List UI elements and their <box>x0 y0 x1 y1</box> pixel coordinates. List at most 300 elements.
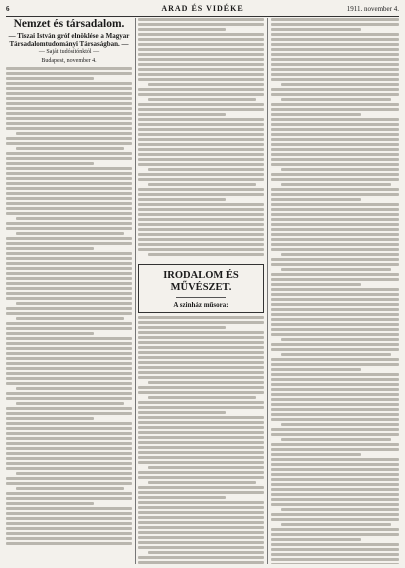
text-line <box>271 178 399 181</box>
text-line <box>138 541 264 544</box>
text-line <box>138 78 264 81</box>
text-line <box>138 48 264 51</box>
text-line <box>271 218 399 221</box>
text-line <box>271 373 399 376</box>
text-line <box>6 212 132 215</box>
text-line <box>6 452 132 455</box>
text-line <box>271 343 399 346</box>
text-line <box>138 326 226 329</box>
column-rule <box>135 18 136 564</box>
text-line <box>138 238 264 241</box>
text-line <box>138 133 264 136</box>
text-line <box>138 43 264 46</box>
text-line <box>138 451 264 454</box>
text-line <box>6 182 132 185</box>
text-line <box>6 517 132 520</box>
text-line <box>6 152 132 155</box>
text-line <box>6 277 132 280</box>
text-line <box>6 492 132 495</box>
text-line <box>271 78 399 81</box>
text-line <box>138 386 264 389</box>
text-line <box>271 233 399 236</box>
text-line <box>138 331 264 334</box>
text-line <box>138 351 264 354</box>
text-line <box>271 553 399 556</box>
text-line <box>138 93 264 96</box>
text-line <box>6 392 132 395</box>
text-line <box>16 217 132 220</box>
section-heading-box <box>138 264 264 313</box>
text-line <box>138 426 264 429</box>
text-line <box>138 18 264 21</box>
text-line <box>138 321 264 324</box>
column-1 <box>6 18 132 564</box>
text-line <box>271 128 399 131</box>
text-line <box>271 403 399 406</box>
text-line <box>6 507 132 510</box>
masthead: ARAD ÉS VIDÉKE <box>161 4 244 13</box>
text-line <box>138 521 264 524</box>
text-line <box>138 391 264 394</box>
column-rule <box>267 18 268 564</box>
text-line <box>6 352 132 355</box>
text-line <box>6 502 94 505</box>
text-line <box>6 442 132 445</box>
text-line <box>6 307 132 310</box>
text-line <box>271 143 399 146</box>
text-line <box>271 458 399 461</box>
text-line <box>138 103 264 106</box>
text-line <box>148 396 256 399</box>
text-line <box>6 382 132 385</box>
text-line <box>6 417 94 420</box>
text-line <box>138 228 264 231</box>
text-line <box>148 551 264 554</box>
text-line <box>6 367 132 370</box>
text-line <box>271 303 399 306</box>
text-line <box>271 483 399 486</box>
date-line: 1911. november 4. <box>346 5 399 13</box>
text-line <box>271 503 399 506</box>
text-line <box>138 248 264 251</box>
text-line <box>271 363 399 366</box>
text-line <box>138 556 264 559</box>
text-line <box>271 118 399 121</box>
text-line <box>6 407 132 410</box>
article-dateline: Budapest, november 4. <box>41 58 97 64</box>
text-line <box>6 497 132 500</box>
text-line <box>6 227 132 230</box>
text-line <box>138 406 264 409</box>
text-line <box>6 377 132 380</box>
text-line <box>271 208 399 211</box>
text-line <box>6 532 132 535</box>
text-line <box>271 408 399 411</box>
text-line <box>281 98 391 101</box>
text-line <box>16 302 132 305</box>
text-line <box>6 257 132 260</box>
text-line <box>271 63 399 66</box>
text-line <box>271 548 399 551</box>
text-line <box>148 183 256 186</box>
text-line <box>6 142 132 145</box>
text-line <box>271 108 399 111</box>
text-line <box>271 273 399 276</box>
text-line <box>271 428 399 431</box>
text-line <box>16 147 124 150</box>
text-line <box>138 516 264 519</box>
text-line <box>6 237 132 240</box>
text-line <box>271 23 399 26</box>
text-line <box>281 508 399 511</box>
text-line <box>271 238 399 241</box>
text-line <box>138 113 226 116</box>
text-line <box>6 467 132 470</box>
text-line <box>148 466 264 469</box>
text-line <box>271 123 399 126</box>
text-line <box>6 172 132 175</box>
text-line <box>138 376 264 379</box>
text-line <box>138 138 264 141</box>
page-header <box>6 4 399 17</box>
text-line <box>138 366 264 369</box>
text-line <box>138 501 264 504</box>
text-line <box>271 73 399 76</box>
text-line <box>6 537 132 540</box>
text-line <box>6 97 132 100</box>
text-line <box>16 387 132 390</box>
text-line <box>138 38 264 41</box>
text-line <box>6 292 132 295</box>
text-line <box>271 513 399 516</box>
text-line <box>6 527 132 530</box>
text-line <box>138 178 264 181</box>
text-line <box>271 248 399 251</box>
text-line <box>6 157 132 160</box>
text-line <box>138 88 264 91</box>
text-line <box>16 472 132 475</box>
text-line <box>6 477 132 480</box>
text-line <box>138 531 264 534</box>
body-text-lines <box>271 18 399 564</box>
text-line <box>6 427 132 430</box>
text-line <box>271 213 399 216</box>
text-line <box>148 481 256 484</box>
text-line <box>138 193 264 196</box>
text-line <box>148 98 256 101</box>
text-line <box>6 342 132 345</box>
text-line <box>138 108 264 111</box>
text-line <box>16 317 124 320</box>
text-line <box>138 28 226 31</box>
column-3 <box>271 18 399 564</box>
text-line <box>271 368 361 371</box>
text-line <box>6 297 132 300</box>
text-line <box>138 511 264 514</box>
text-line <box>138 158 264 161</box>
text-line <box>271 18 399 21</box>
text-line <box>271 283 361 286</box>
text-line <box>271 228 399 231</box>
text-line <box>16 232 124 235</box>
text-line <box>6 362 132 365</box>
text-line <box>138 361 264 364</box>
text-line <box>271 298 399 301</box>
text-line <box>138 243 264 246</box>
text-line <box>271 393 399 396</box>
text-line <box>271 418 399 421</box>
text-line <box>138 546 264 549</box>
text-line <box>271 413 399 416</box>
text-line <box>6 412 132 415</box>
text-line <box>281 423 399 426</box>
text-line <box>281 438 391 441</box>
text-line <box>138 506 264 509</box>
text-line <box>148 253 264 256</box>
text-line <box>138 316 264 319</box>
text-line <box>281 523 391 526</box>
section-title: Nemzet és társadalom. <box>13 18 125 30</box>
text-line <box>271 278 399 281</box>
text-line <box>138 198 226 201</box>
text-line <box>6 372 132 375</box>
text-line <box>6 327 132 330</box>
text-line <box>6 522 132 525</box>
text-line <box>138 421 264 424</box>
text-line <box>271 158 399 161</box>
text-line <box>6 437 132 440</box>
text-line <box>16 132 132 135</box>
text-line <box>138 148 264 151</box>
text-line <box>138 218 264 221</box>
article-headline: A szinház műsora: <box>173 301 229 309</box>
text-line <box>271 398 399 401</box>
text-line <box>138 471 264 474</box>
text-line <box>271 468 399 471</box>
text-line <box>138 456 264 459</box>
text-line <box>138 486 264 489</box>
text-line <box>138 411 226 414</box>
text-line <box>6 67 132 70</box>
text-line <box>6 462 132 465</box>
text-line <box>271 388 399 391</box>
text-line <box>6 112 132 115</box>
text-line <box>138 173 264 176</box>
separator-rule <box>176 297 226 298</box>
text-line <box>6 357 132 360</box>
text-line <box>271 203 399 206</box>
text-line <box>271 263 399 266</box>
text-line <box>138 143 264 146</box>
text-line <box>271 453 361 456</box>
text-line <box>6 162 94 165</box>
text-line <box>138 23 264 26</box>
text-line <box>138 153 264 156</box>
text-line <box>271 333 399 336</box>
text-line <box>271 448 399 451</box>
text-line <box>271 288 399 291</box>
text-line <box>6 87 132 90</box>
text-line <box>138 123 264 126</box>
text-line <box>138 33 264 36</box>
text-line <box>271 348 399 351</box>
text-line <box>138 68 264 71</box>
text-line <box>148 168 264 171</box>
text-line <box>138 163 264 166</box>
text-line <box>271 43 399 46</box>
text-line <box>271 153 399 156</box>
text-line <box>271 308 399 311</box>
text-line <box>281 268 391 271</box>
text-line <box>138 401 264 404</box>
text-line <box>271 533 399 536</box>
text-line <box>271 313 399 316</box>
text-line <box>271 93 399 96</box>
text-line <box>271 103 399 106</box>
text-line <box>271 443 399 446</box>
text-line <box>271 473 399 476</box>
text-line <box>148 381 264 384</box>
text-line <box>271 113 361 116</box>
text-line <box>281 183 391 186</box>
text-line <box>6 322 132 325</box>
text-line <box>138 53 264 56</box>
text-line <box>271 33 399 36</box>
text-line <box>271 543 399 546</box>
text-line <box>138 341 264 344</box>
text-line <box>271 493 399 496</box>
text-line <box>271 68 399 71</box>
text-line <box>271 293 399 296</box>
text-line <box>138 128 264 131</box>
text-line <box>6 447 132 450</box>
text-line <box>271 318 399 321</box>
body-text-lines <box>6 67 132 547</box>
text-line <box>271 518 399 521</box>
text-line <box>271 328 399 331</box>
text-line <box>271 173 399 176</box>
text-line <box>6 92 132 95</box>
text-line <box>138 461 264 464</box>
text-line <box>271 323 399 326</box>
text-line <box>281 83 399 86</box>
text-line <box>138 476 264 479</box>
article-headline: — Tiszai István gróf elnöklése a Magyar Társadalomtudományi Társaságban. — <box>8 32 130 48</box>
text-line <box>271 538 361 541</box>
text-line <box>6 127 132 130</box>
text-line <box>6 482 132 485</box>
section-title: IRODALOM ÉS MŰVÉSZET. <box>163 270 239 293</box>
text-line <box>138 63 264 66</box>
article-subheadline: — Saját tudósítónktól — <box>38 49 100 55</box>
text-line <box>281 253 399 256</box>
text-line <box>6 457 132 460</box>
text-line <box>6 207 132 210</box>
text-line <box>281 168 399 171</box>
text-line <box>6 337 132 340</box>
text-line <box>138 356 264 359</box>
text-line <box>6 252 132 255</box>
text-line <box>271 478 399 481</box>
text-line <box>271 48 399 51</box>
text-line <box>6 137 132 140</box>
text-line <box>6 432 132 435</box>
body-text-lines <box>138 316 264 564</box>
text-line <box>6 202 132 205</box>
text-line <box>271 563 399 564</box>
article-columns <box>6 18 399 564</box>
text-line <box>271 133 399 136</box>
text-line <box>271 58 399 61</box>
text-line <box>281 338 399 341</box>
text-line <box>281 353 391 356</box>
text-line <box>271 433 399 436</box>
text-line <box>138 73 264 76</box>
text-line <box>6 347 132 350</box>
text-line <box>138 446 264 449</box>
text-line <box>271 358 399 361</box>
text-line <box>6 542 132 545</box>
text-line <box>138 203 264 206</box>
text-line <box>138 496 226 499</box>
text-line <box>271 88 399 91</box>
text-line <box>6 117 132 120</box>
text-line <box>138 526 264 529</box>
text-line <box>138 213 264 216</box>
text-line <box>271 488 399 491</box>
text-line <box>6 187 132 190</box>
text-line <box>271 193 399 196</box>
text-line <box>138 441 264 444</box>
text-line <box>6 197 132 200</box>
text-line <box>271 463 399 466</box>
text-line <box>6 287 132 290</box>
text-line <box>6 122 132 125</box>
text-line <box>138 491 264 494</box>
text-line <box>6 247 94 250</box>
text-line <box>271 53 399 56</box>
text-line <box>6 282 132 285</box>
text-line <box>271 498 399 501</box>
text-line <box>271 38 399 41</box>
text-line <box>138 118 264 121</box>
text-line <box>138 58 264 61</box>
text-line <box>138 208 264 211</box>
text-line <box>271 558 399 561</box>
text-line <box>6 77 94 80</box>
text-line <box>271 148 399 151</box>
text-line <box>6 312 132 315</box>
text-line <box>138 233 264 236</box>
text-line <box>6 512 132 515</box>
text-line <box>271 378 399 381</box>
text-line <box>6 397 132 400</box>
text-line <box>271 223 399 226</box>
text-line <box>6 267 132 270</box>
text-line <box>271 138 399 141</box>
text-line <box>138 188 264 191</box>
text-line <box>6 82 132 85</box>
page-number: 6 <box>6 5 10 13</box>
text-line <box>16 402 124 405</box>
text-line <box>138 336 264 339</box>
text-line <box>138 436 264 439</box>
text-line <box>6 72 132 75</box>
text-line <box>271 198 361 201</box>
text-line <box>138 431 264 434</box>
text-line <box>6 272 132 275</box>
text-line <box>138 416 264 419</box>
